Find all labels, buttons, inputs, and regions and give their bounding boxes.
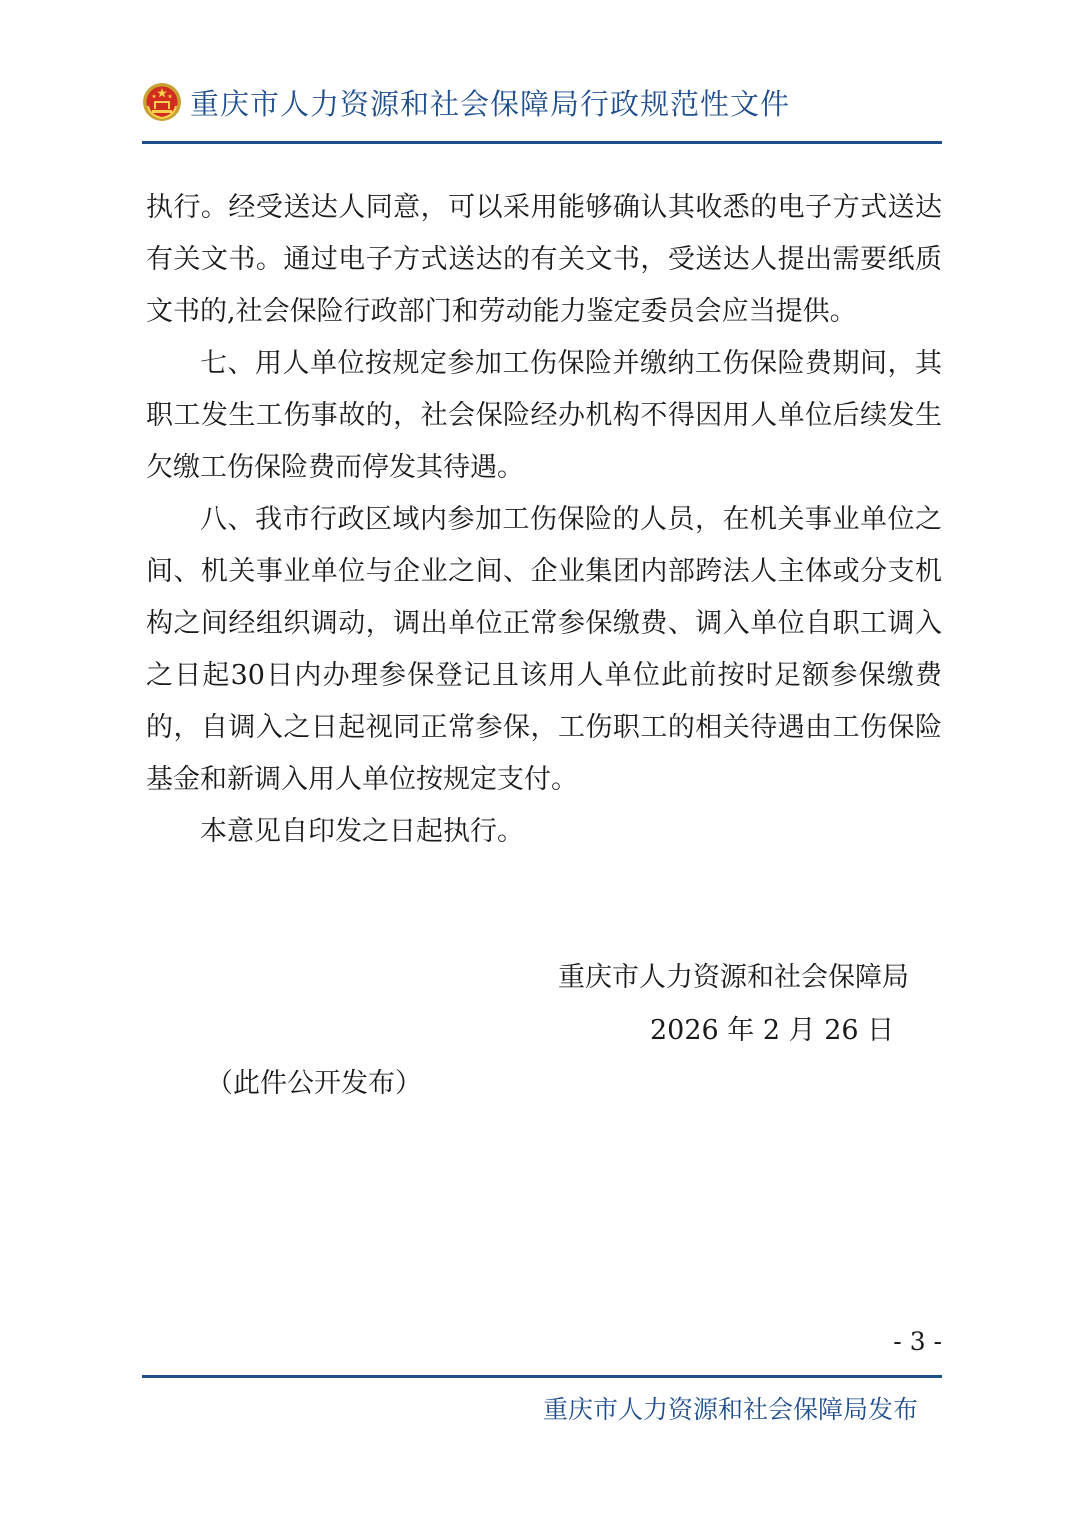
paragraph-item-7: 七、用人单位按规定参加工伤保险并缴纳工伤保险费期间，其职工发生工伤事故的，社会保险经办机构不得因用人单位后续发生欠缴工伤保险费而停发其待遇。 (146, 348, 942, 483)
footer-divider (142, 1375, 942, 1378)
header-divider (142, 141, 942, 144)
publication-note: （此件公开发布） (206, 1068, 422, 1099)
signature-organization: 重庆市人力资源和社会保障局 (558, 962, 909, 993)
paragraph-effective-date: 本意见自印发之日起执行。 (200, 816, 524, 847)
national-emblem-icon (142, 82, 182, 122)
paragraph-continued: 执行。经受送达人同意，可以采用能够确认其收悉的电子方式送达有关文书。通过电子方式送达的有关文书，受送达人提出需要纸质文书的,社会保险行政部门和劳动能力鉴定委员会应当提供。 (146, 192, 942, 327)
header-title: 重庆市人力资源和社会保障局行政规范性文件 (190, 86, 791, 121)
document-header (142, 78, 942, 126)
paragraph-item-8: 八、我市行政区域内参加工伤保险的人员，在机关事业单位之间、机关事业单位与企业之间、企业集团内部跨法人主体或分支机构之间经组织调动，调出单位正常参保缴费、调入单位自职工调入之日起30日内办理参保登记且该用人单位此前按时足额参保缴费的，自调入之日起视同正常参保，工伤职工的相关待遇由工伤保险基金和新调入用人单位按规定支付。 (146, 504, 942, 795)
footer-publisher: 重庆市人力资源和社会保障局发布 (542, 1395, 918, 1424)
document-body (146, 182, 942, 858)
page-number: - 3 - (893, 1327, 942, 1356)
signature-date: 2026 年 2 月 26 日 (650, 1015, 895, 1046)
